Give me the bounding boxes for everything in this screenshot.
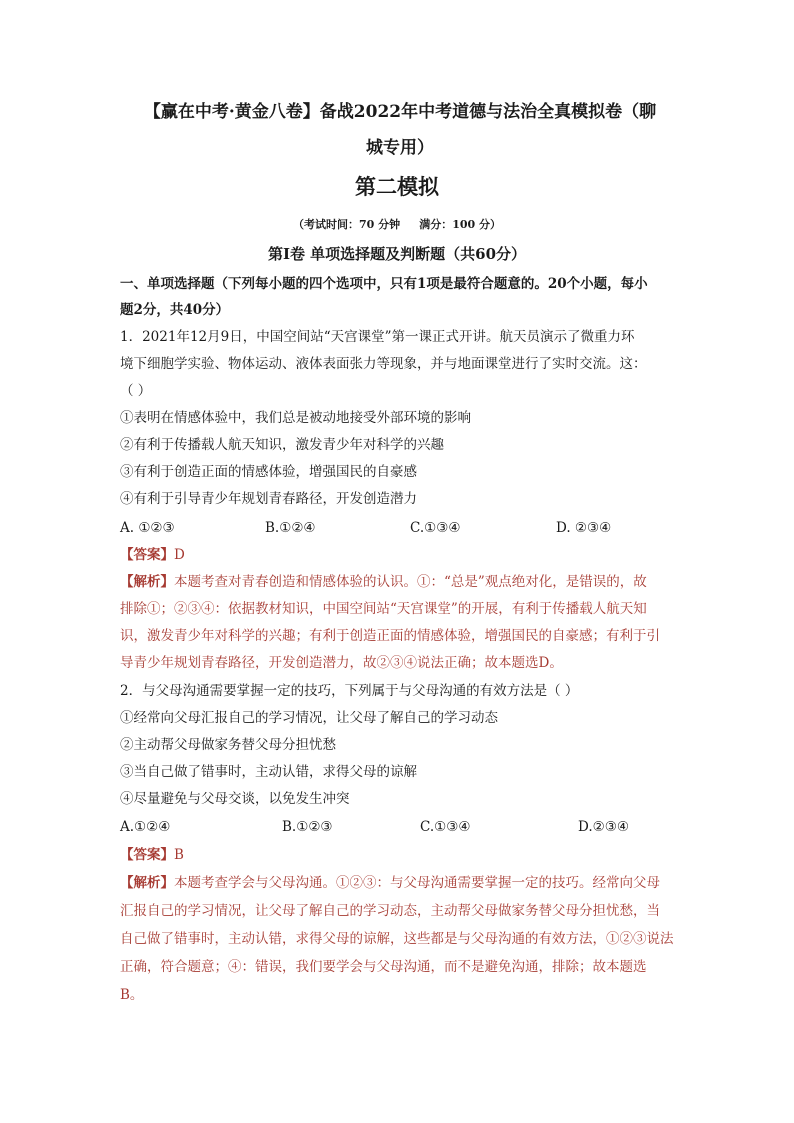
q2-item-4: ④尽量避免与父母交谈，以免发生冲突 (120, 791, 350, 807)
q1-analysis-line4: 导青少年规划青春路径，开发创造潜力，故②③④说法正确；故本题选D。 (120, 655, 563, 671)
q1-answer-tag: 【答案】 (120, 547, 174, 563)
q1-analysis-line2: 排除①；②③④：依据教材知识，中国空间站“天宫课堂”的开展，有利于传播载人航天知 (120, 601, 647, 617)
q2-answer (120, 847, 680, 864)
q1-option-b: B.①②④ (265, 520, 316, 536)
document-title-line1: 【赢在中考·黄金八卷】备战2022年中考道德与法治全真模拟卷（聊 (143, 102, 657, 122)
q1-answer-value: D (174, 547, 185, 563)
q1-option-c: C.①③④ (410, 520, 461, 536)
q1-analysis-text: 本题考查对青春创造和情感体验的认识。①：“总是”观点绝对化，是错误的，故 (174, 574, 647, 590)
document-title-line2: 城专用） (366, 138, 434, 158)
q1-option-d: D. ②③④ (556, 520, 612, 536)
part1-instruction-line2: 题2分，共40分） (120, 302, 230, 318)
q1-analysis-tag: 【解析】 (120, 574, 174, 590)
q1-item-1: ①表明在情感体验中，我们总是被动地接受外部环境的影响 (120, 410, 471, 426)
q2-analysis-line1 (120, 875, 680, 892)
q2-answer-tag: 【答案】 (120, 847, 174, 863)
q1-stem-line3: （ ） (120, 383, 152, 399)
q1-item-3: ③有利于创造正面的情感体验，增强国民的自豪感 (120, 464, 417, 480)
document-subtitle: 第二模拟 (355, 174, 439, 199)
q2-analysis-line3: 自己做了错事时，主动认错，求得父母的谅解，这些都是与父母沟通的有效方法，①②③说法 (120, 931, 674, 947)
q2-analysis-line2: 汇报自己的学习情况，让父母了解自己的学习动态，主动帮父母做家务替父母分担忧愁，当 (120, 903, 660, 919)
q2-analysis-text: 本题考查学会与父母沟通。①②③：与父母沟通需要掌握一定的技巧。经常向父母 (174, 875, 660, 891)
q1-option-a: A. ①②③ (120, 520, 175, 536)
q1-analysis-line3: 识，激发青少年对科学的兴趣；有利于创造正面的情感体验，增强国民的自豪感；有利于引 (120, 628, 660, 644)
q1-item-4: ④有利于引导青少年规划青春路径，开发创造潜力 (120, 491, 417, 507)
q1-stem-line2: 境下细胞学实验、物体运动、液体表面张力等现象，并与地面课堂进行了实时交流。这： (120, 356, 647, 372)
q1-item-2: ②有利于传播载人航天知识，激发青少年对科学的兴趣 (120, 437, 444, 453)
q2-option-b: B.①②③ (282, 819, 333, 835)
q2-item-3: ③当自己做了错事时，主动认错，求得父母的谅解 (120, 764, 417, 780)
q1-answer (120, 547, 680, 564)
q2-item-1: ①经常向父母汇报自己的学习情况，让父母了解自己的学习动态 (120, 710, 498, 726)
section-heading: 第Ⅰ卷 单项选择题及判断题（共60分） (267, 245, 527, 263)
q2-option-d: D.②③④ (578, 819, 629, 835)
q1-stem-line1: 1．2021年12月9日，中国空间站“天宫课堂”第一课正式开讲。航天员演示了微重力环 (120, 329, 635, 345)
q2-answer-value: B (174, 847, 184, 863)
q2-option-c: C.①③④ (420, 819, 471, 835)
q2-option-a: A.①②④ (120, 819, 171, 835)
q1-analysis-line1 (120, 574, 680, 591)
q2-stem: 2．与父母沟通需要掌握一定的技巧，下列属于与父母沟通的有效方法是（ ） (120, 683, 579, 699)
q2-analysis-tag: 【解析】 (120, 875, 174, 891)
q2-analysis-line4: 正确，符合题意；④：错误，我们要学会与父母沟通，而不是避免沟通，排除；故本题选 (120, 959, 647, 975)
part1-instruction-line1: 一、单项选择题（下列每小题的四个选项中，只有1项是最符合题意的。20个小题，每小 (120, 276, 648, 292)
q2-item-2: ②主动帮父母做家务替父母分担忧愁 (120, 737, 336, 753)
exam-info: （考试时间：70 分钟 满分：100 分） (292, 218, 502, 231)
q2-analysis-line5: B。 (120, 987, 144, 1003)
